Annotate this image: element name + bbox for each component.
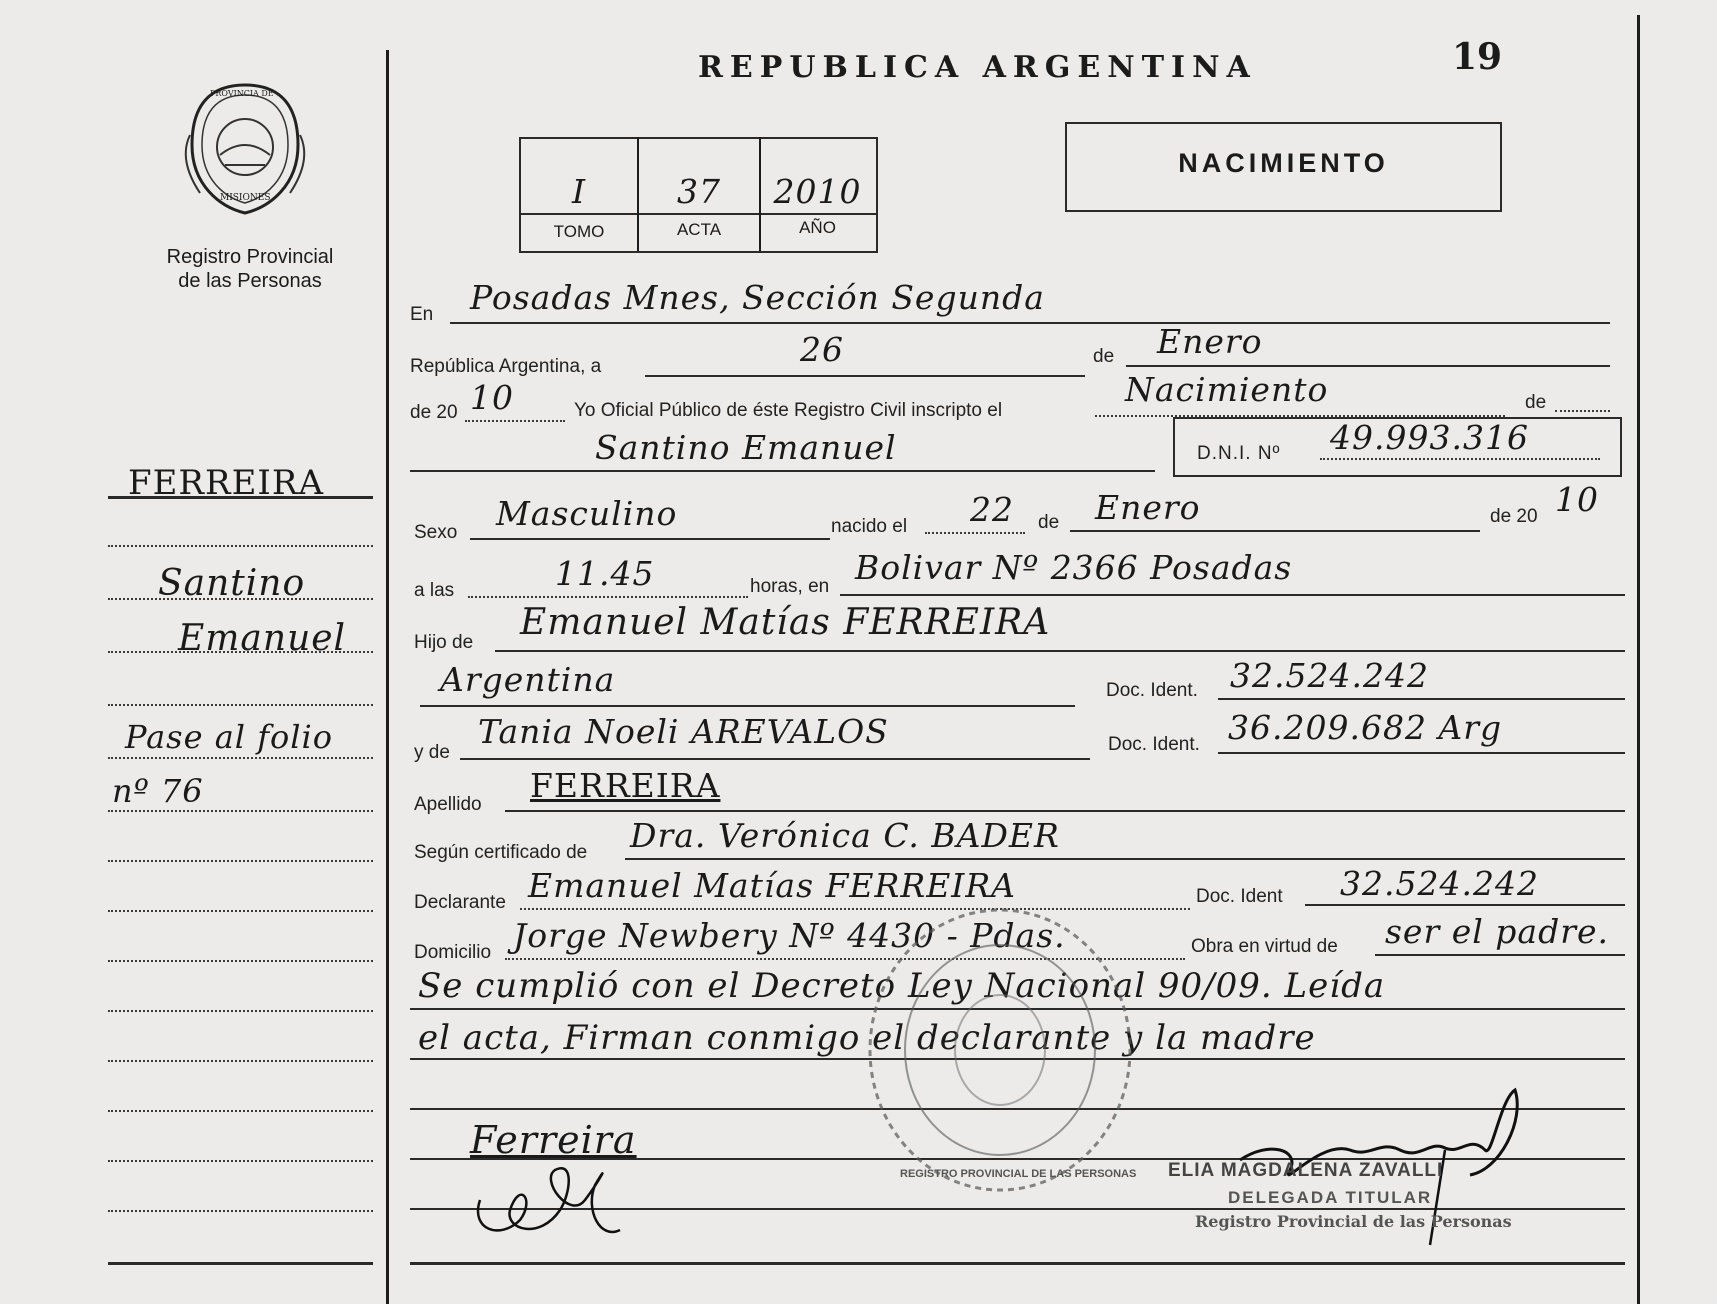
alas-label: a las bbox=[414, 580, 455, 601]
declarante-label: Declarante bbox=[414, 892, 506, 913]
tomo-label: TOMO bbox=[553, 222, 605, 241]
birth-year-value: 10 bbox=[1555, 480, 1599, 519]
margin-name2: Emanuel bbox=[178, 618, 347, 659]
birth-day: 22 bbox=[970, 490, 1014, 529]
dni-label: D.N.I. Nº bbox=[1197, 443, 1281, 464]
mother-name: Tania Noeli AREVALOS bbox=[478, 712, 889, 751]
seal-bottom-text: MISIONES bbox=[220, 193, 271, 203]
notes-line1: Se cumplió con el Decreto Ley Nacional 90/09. Leída bbox=[418, 966, 1386, 1006]
margin-note2: nº 76 bbox=[112, 772, 204, 810]
official-name: ELIA MAGDALENA ZAVALLI bbox=[1168, 1160, 1444, 1181]
domicilio-label: Domicilio bbox=[414, 942, 492, 963]
father-name: Emanuel Matías FERREIRA bbox=[520, 602, 1051, 643]
official-stamp bbox=[860, 900, 1140, 1200]
en-label: En bbox=[410, 304, 434, 325]
sexo-value: Masculino bbox=[496, 494, 678, 533]
signature-left-scribble bbox=[460, 1140, 630, 1250]
segun-value: Dra. Verónica C. BADER bbox=[630, 816, 1060, 855]
margin-note1: Pase al folio bbox=[125, 718, 334, 756]
doc-ident-label3: Doc. Ident bbox=[1196, 886, 1283, 907]
year-value: 10 bbox=[470, 378, 514, 417]
province-seal bbox=[170, 75, 320, 220]
registry-line2: de las Personas bbox=[178, 270, 322, 292]
child-name: Santino Emanuel bbox=[595, 428, 897, 467]
en-value: Posadas Mnes, Sección Segunda bbox=[470, 278, 1045, 317]
registry-line1: Registro Provincial bbox=[166, 246, 334, 268]
republica-label: República Argentina, a bbox=[410, 356, 602, 377]
right-border bbox=[1637, 15, 1640, 1304]
yde-label: y de bbox=[414, 742, 450, 763]
obra-label: Obra en virtud de bbox=[1191, 936, 1338, 957]
de-label3: de bbox=[1038, 512, 1060, 533]
doc-ident-label2: Doc. Ident. bbox=[1108, 734, 1200, 755]
mother-doc: 36.209.682 Arg bbox=[1228, 708, 1503, 747]
dni-value: 49.993.316 bbox=[1330, 418, 1529, 457]
stamp-ring-text: REGISTRO PROVINCIAL DE LAS PERSONAS bbox=[900, 1168, 1137, 1180]
de-label2: de bbox=[1525, 392, 1547, 413]
acta-label: ACTA bbox=[676, 220, 722, 239]
father-doc: 32.524.242 bbox=[1230, 656, 1429, 695]
hour-value: 11.45 bbox=[555, 554, 655, 593]
declarante-doc: 32.524.242 bbox=[1340, 864, 1539, 903]
official-title: DELEGADA TITULAR bbox=[1228, 1188, 1433, 1207]
country-title: REPUBLICA ARGENTINA bbox=[698, 50, 1257, 85]
anio-value: 2010 bbox=[773, 172, 862, 211]
seal-top-text: PROVINCIA DE bbox=[210, 89, 274, 98]
declarante-value: Emanuel Matías FERREIRA bbox=[528, 866, 1016, 905]
signature-left-text: Ferreira bbox=[470, 1118, 637, 1162]
birth-year-prefix: de 20 bbox=[1490, 506, 1538, 527]
margin-surname: FERREIRA bbox=[128, 463, 325, 503]
acta-value: 37 bbox=[677, 172, 721, 211]
page-number: 19 bbox=[1452, 36, 1503, 78]
year-prefix: de 20 bbox=[410, 402, 458, 423]
month-value: Enero bbox=[1157, 322, 1263, 361]
de-label: de bbox=[1093, 346, 1115, 367]
notes-line2: el acta, Firman conmigo el declarante y la madre bbox=[418, 1018, 1316, 1058]
hijo-label: Hijo de bbox=[414, 632, 474, 653]
oficial-label: Yo Oficial Público de éste Registro Civil inscripto el bbox=[574, 400, 1003, 421]
domicilio-value: Jorge Newbery Nº 4430 - Pdas. bbox=[513, 916, 1066, 955]
apellido-value: FERREIRA bbox=[530, 766, 721, 805]
day-value: 26 bbox=[800, 330, 844, 369]
sexo-label: Sexo bbox=[414, 522, 458, 543]
father-nationality: Argentina bbox=[440, 660, 616, 699]
margin-name1: Santino bbox=[158, 563, 306, 604]
anio-label: AÑO bbox=[799, 218, 836, 237]
nacido-label: nacido el bbox=[831, 516, 908, 537]
apellido-label: Apellido bbox=[414, 794, 482, 815]
margin-divider bbox=[386, 50, 389, 1304]
segun-label: Según certificado de bbox=[414, 842, 588, 863]
obra-value: ser el padre. bbox=[1385, 912, 1610, 951]
inscripto-value: Nacimiento bbox=[1125, 370, 1329, 409]
official-registry: Registro Provincial de las Personas bbox=[1195, 1212, 1512, 1231]
birth-month: Enero bbox=[1095, 488, 1201, 527]
doc-type-label: NACIMIENTO bbox=[1178, 148, 1389, 178]
registry-name bbox=[120, 245, 380, 293]
doc-ident-label: Doc. Ident. bbox=[1106, 680, 1198, 701]
doc-type-box bbox=[1065, 122, 1502, 212]
horas-label: horas, en bbox=[750, 576, 830, 597]
tomo-value: I bbox=[571, 172, 587, 211]
place-value: Bolivar Nº 2366 Posadas bbox=[855, 548, 1293, 587]
